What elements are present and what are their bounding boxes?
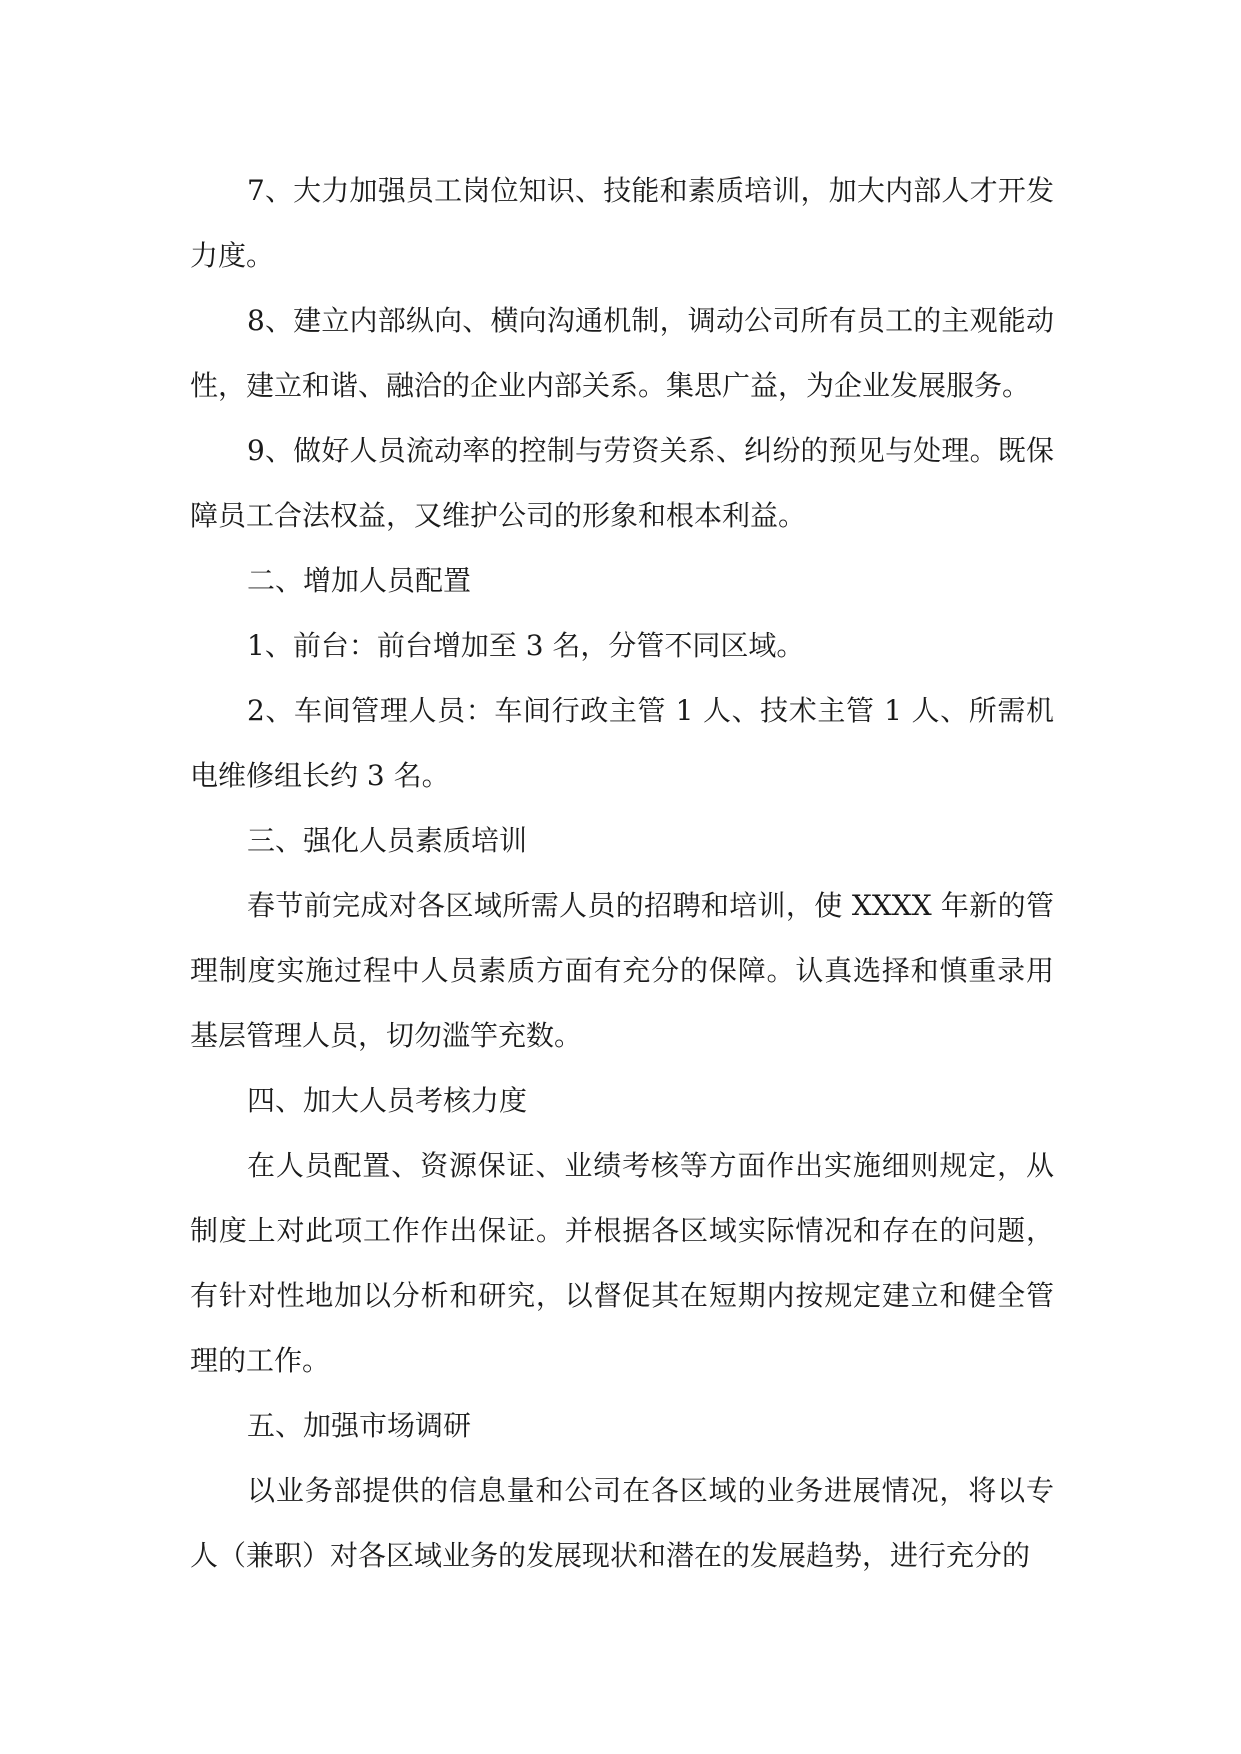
paragraph-assessment: 在人员配置、资源保证、业绩考核等方面作出实施细则规定，从制度上对此项工作作出保证。并根据各区域实际情况和存在的问题，有针对性地加以分析和研究，以督促其在短期内按规定建立和健全管理的工作。 [190, 1149, 1054, 1377]
paragraph-item-8-communication: 8、建立内部纵向、横向沟通机制，调动公司所有员工的主观能动性，建立和谐、融洽的企业内部关系。集思广益，为企业发展服务。 [190, 304, 1054, 402]
paragraph-item-9-turnover: 9、做好人员流动率的控制与劳资关系、纠纷的预见与处理。既保障员工合法权益，又维护公司的形象和根本利益。 [190, 434, 1054, 532]
section-heading-market-research: 五、加强市场调研 [247, 1409, 472, 1442]
paragraph-market-research: 以业务部提供的信息量和公司在各区域的业务进展情况，将以专人（兼职）对各区域业务的发展现状和潜在的发展趋势，进行充分的 [190, 1474, 1054, 1572]
section-heading-staffing: 二、增加人员配置 [247, 564, 472, 597]
paragraph-staffing-workshop: 2、车间管理人员：车间行政主管 1 人、技术主管 1 人、所需机电维修组长约 3 名。 [190, 694, 1054, 792]
paragraph-staffing-front-desk: 1、前台：前台增加至 3 名，分管不同区域。 [247, 629, 805, 662]
section-heading-training: 三、强化人员素质培训 [247, 824, 528, 857]
document-body [190, 158, 1054, 1588]
paragraph-training: 春节前完成对各区域所需人员的招聘和培训，使 XXXX 年新的管理制度实施过程中人员素质方面有充分的保障。认真选择和慎重录用基层管理人员，切勿滥竽充数。 [190, 889, 1054, 1052]
section-heading-assessment: 四、加大人员考核力度 [247, 1084, 528, 1117]
paragraph-item-7-training: 7、大力加强员工岗位知识、技能和素质培训，加大内部人才开发力度。 [190, 174, 1054, 272]
